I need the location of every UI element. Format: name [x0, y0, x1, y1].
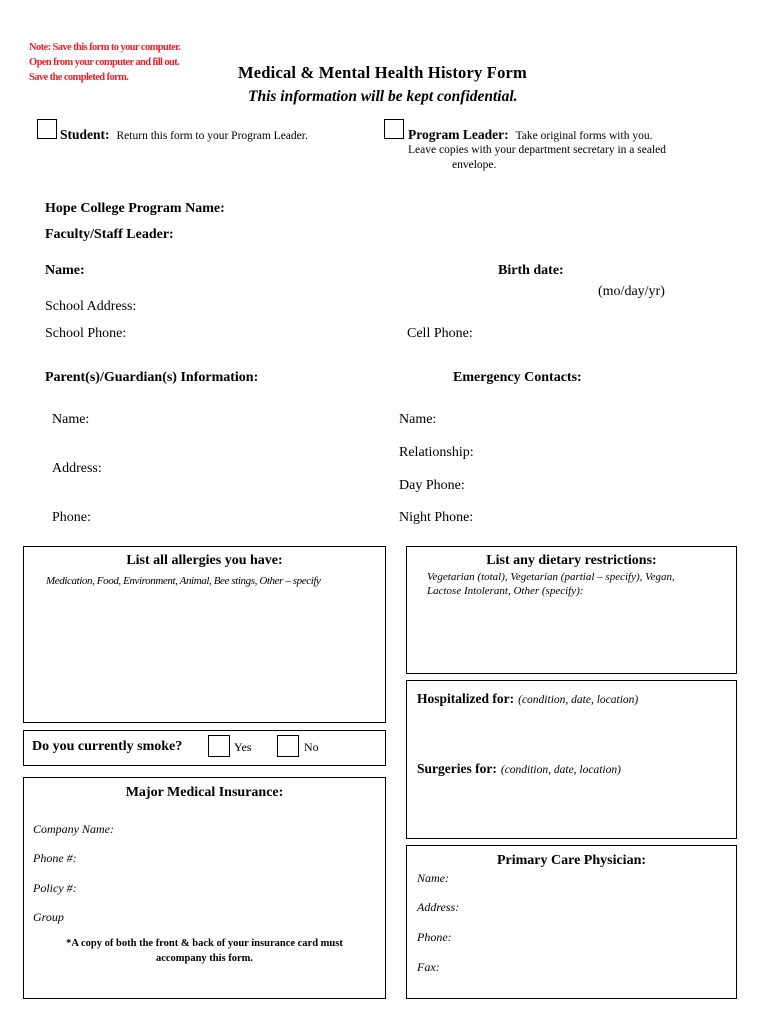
smoke-box	[23, 730, 386, 766]
student-label: Student:	[60, 127, 110, 142]
hospitalized-hint: (condition, date, location)	[518, 694, 639, 706]
hospital-surgery-box[interactable]	[406, 680, 737, 839]
smoke-yes-label: Yes	[234, 740, 252, 754]
hospitalized-label: Hospitalized for:	[417, 691, 515, 706]
program-leader-option	[408, 126, 652, 144]
form-title: Medical & Mental Health History Form	[238, 63, 528, 82]
insurance-card-note-2: accompany this form.	[155, 953, 254, 964]
name-field[interactable]: Name:	[45, 263, 85, 278]
physician-phone-field[interactable]: Phone:	[417, 930, 452, 944]
insurance-group-field[interactable]: Group	[33, 910, 64, 924]
school-address-field[interactable]: School Address:	[45, 299, 137, 314]
insurance-box	[23, 777, 386, 999]
student-checkbox[interactable]	[37, 119, 57, 139]
physician-address-field[interactable]: Address:	[417, 900, 460, 914]
insurance-policy-field[interactable]: Policy #:	[33, 881, 77, 895]
allergies-box[interactable]	[23, 546, 386, 723]
hospitalized-row	[417, 690, 736, 708]
smoke-yes-checkbox[interactable]	[208, 735, 230, 757]
emergency-name-field[interactable]: Name:	[399, 412, 437, 427]
dietary-box[interactable]	[406, 546, 737, 674]
birth-date-field[interactable]: Birth date:	[498, 263, 564, 278]
school-phone-field[interactable]: School Phone:	[45, 326, 127, 341]
program-leader-instructions-2: Leave copies with your department secretary in a sealed	[408, 144, 666, 156]
smoke-no-label: No	[304, 740, 319, 754]
save-note	[29, 40, 229, 85]
parent-phone-field[interactable]: Phone:	[52, 510, 91, 525]
physician-name-field[interactable]: Name:	[417, 871, 449, 885]
insurance-company-field[interactable]: Company Name:	[33, 822, 114, 836]
emergency-night-phone-field[interactable]: Night Phone:	[399, 510, 474, 525]
surgeries-row	[417, 760, 736, 778]
program-leader-checkbox[interactable]	[384, 119, 404, 139]
dietary-heading: List any dietary restrictions:	[486, 553, 657, 568]
allergies-heading: List all allergies you have:	[126, 553, 283, 568]
insurance-heading: Major Medical Insurance:	[125, 785, 284, 800]
insurance-phone-field[interactable]: Phone #:	[33, 851, 77, 865]
smoke-question: Do you currently smoke?	[32, 739, 183, 754]
dietary-hint-2: Lactose Intolerant, Other (specify):	[427, 585, 584, 597]
faculty-leader-field[interactable]: Faculty/Staff Leader:	[45, 227, 174, 242]
save-note-line-3: Save the completed form.	[29, 72, 129, 83]
program-leader-instructions-1: Take original forms with you.	[515, 130, 653, 142]
dietary-hint-1: Vegetarian (total), Vegetarian (partial – specify), Vegan,	[427, 571, 675, 583]
form-subtitle: This information will be kept confidential.	[248, 88, 518, 105]
smoke-no-checkbox[interactable]	[277, 735, 299, 757]
program-leader-instructions-3: envelope.	[452, 159, 497, 171]
emergency-day-phone-field[interactable]: Day Phone:	[399, 478, 465, 493]
allergies-hint: Medication, Food, Environment, Animal, Bee stings, Other – specify	[46, 575, 321, 587]
save-note-line-2: Open from your computer and fill out.	[29, 57, 180, 68]
physician-box	[406, 845, 737, 999]
student-option	[60, 126, 308, 144]
insurance-card-note-1: *A copy of both the front & back of your insurance card must	[66, 938, 343, 949]
surgeries-label: Surgeries for:	[417, 761, 497, 776]
physician-fax-field[interactable]: Fax:	[417, 960, 440, 974]
emergency-relationship-field[interactable]: Relationship:	[399, 445, 474, 460]
parent-name-field[interactable]: Name:	[52, 412, 90, 427]
parent-address-field[interactable]: Address:	[52, 461, 102, 476]
physician-heading: Primary Care Physician:	[496, 853, 647, 868]
date-format-hint: (mo/day/yr)	[598, 284, 665, 299]
surgeries-hint: (condition, date, location)	[500, 764, 621, 776]
student-instructions: Return this form to your Program Leader.	[116, 130, 308, 142]
save-note-line-1: Note: Save this form to your computer.	[29, 42, 181, 53]
program-leader-label: Program Leader:	[408, 127, 509, 142]
emergency-heading: Emergency Contacts:	[453, 370, 582, 385]
parents-heading: Parent(s)/Guardian(s) Information:	[45, 370, 259, 385]
cell-phone-field[interactable]: Cell Phone:	[407, 326, 473, 341]
program-name-field[interactable]: Hope College Program Name:	[45, 201, 225, 216]
